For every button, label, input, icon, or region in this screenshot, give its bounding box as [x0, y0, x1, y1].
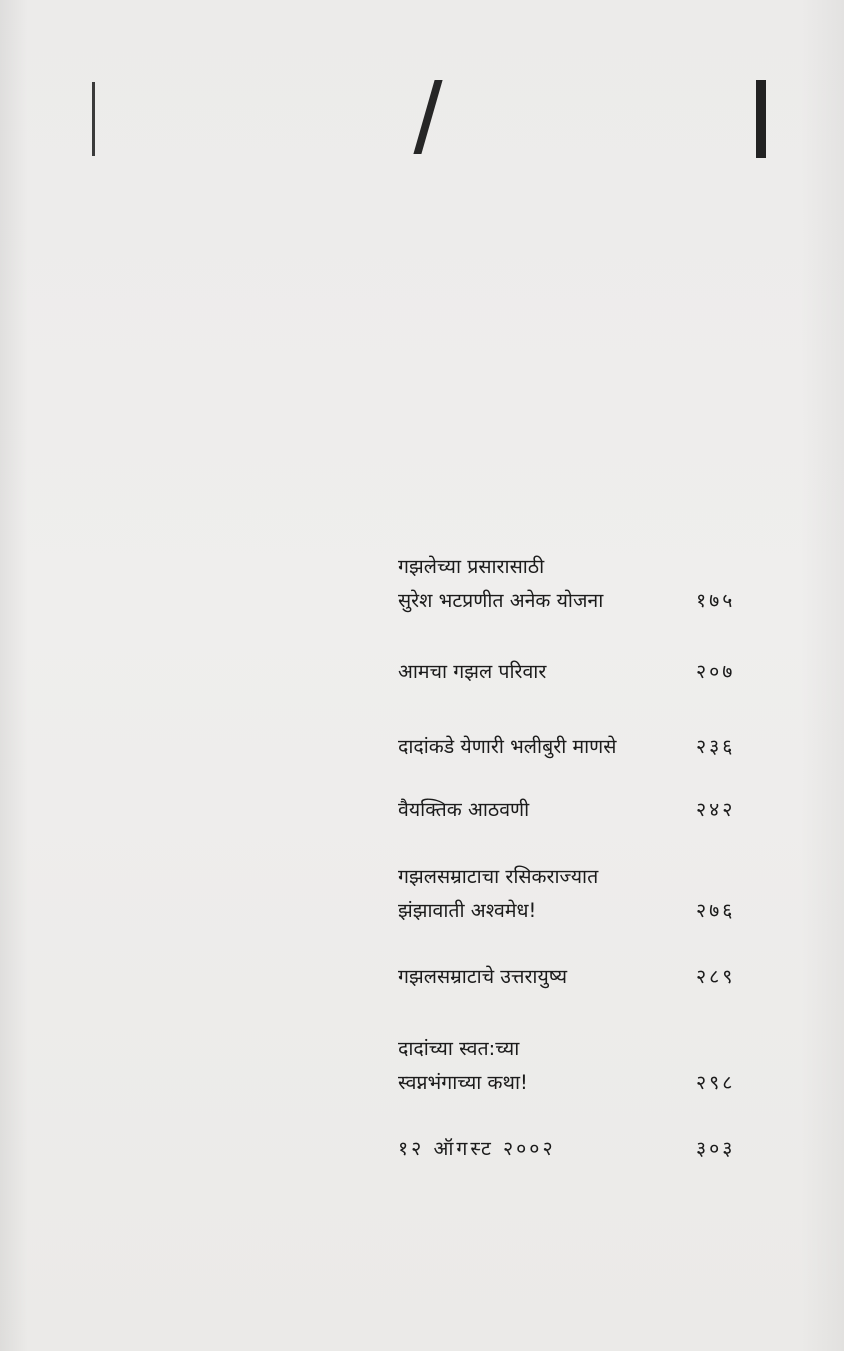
toc-page-number: ३०३ — [696, 1137, 736, 1160]
toc-entry — [398, 1032, 736, 1100]
toc-entry — [398, 1132, 736, 1166]
toc-page-number: २४२ — [696, 798, 736, 821]
toc-entry-title-line: गझलेच्या प्रसारासाठी — [398, 555, 545, 578]
toc-entry-title-line: दादांच्या स्वत:च्या — [398, 1037, 520, 1060]
toc-entry — [398, 960, 736, 994]
crop-mark-left — [92, 82, 95, 156]
toc-entry-title-line: झंझावाती अश्वमेध! — [398, 899, 537, 922]
toc-entry-title-line: सुरेश भटप्रणीत अनेक योजना — [398, 589, 604, 612]
toc-entry-title-line: दादांकडे येणारी भलीबुरी माणसे — [398, 735, 617, 758]
toc-entry-title-line: वैयक्तिक आठवणी — [398, 798, 530, 821]
toc-page-number: २०७ — [696, 660, 736, 683]
toc-page-number: २८९ — [696, 965, 736, 988]
toc-page-number: २७६ — [696, 899, 736, 922]
toc-entry-title-line: स्वप्नभंगाच्या कथा! — [398, 1071, 528, 1094]
toc-entry — [398, 550, 736, 618]
toc-entry — [398, 860, 736, 928]
toc-entry-title-line: गझलसम्राटाचे उत्तरायुष्य — [398, 965, 568, 988]
toc-page-number: २९८ — [696, 1071, 736, 1094]
toc-entry — [398, 730, 736, 764]
toc-entry-title-line: १२ ऑगस्ट २००२ — [398, 1137, 556, 1160]
toc-page-number: २३६ — [696, 735, 736, 758]
toc-entry — [398, 793, 736, 827]
toc-page-number: १७५ — [696, 589, 736, 612]
toc-entry-title-line: गझलसम्राटाचा रसिकराज्यात — [398, 865, 599, 888]
crop-mark-center — [413, 80, 442, 154]
crop-mark-right — [756, 80, 766, 158]
toc-entry-title-line: आमचा गझल परिवार — [398, 660, 547, 683]
toc-entry — [398, 655, 736, 689]
